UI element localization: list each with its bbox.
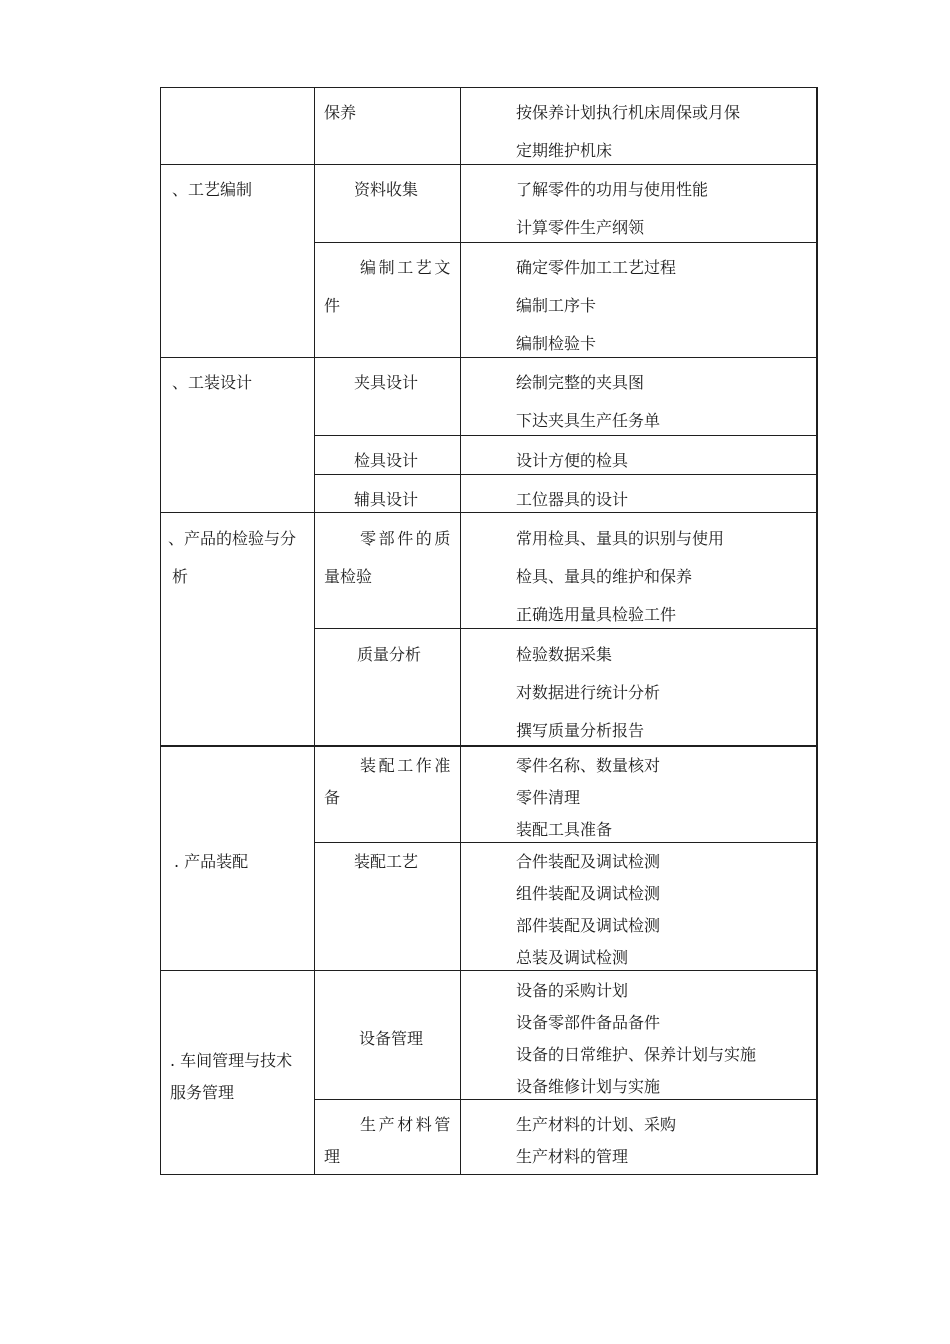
item-detail: 按保养计划执行机床周保或月保 — [516, 103, 741, 122]
item-detail: 常用检具、量具的识别与使用 — [516, 529, 725, 548]
section-title: . 车间管理与技术 — [170, 1051, 293, 1070]
section-title: 服务管理 — [170, 1083, 235, 1102]
item-detail: 生产材料的计划、采购 — [516, 1115, 677, 1134]
item-detail: 检验数据采集 — [516, 645, 613, 664]
item-name: 装配工艺 — [354, 852, 419, 871]
row-divider — [160, 357, 817, 358]
subrow-divider — [314, 628, 817, 629]
section-title: 、工艺编制 — [172, 180, 253, 199]
table-border-bottom — [160, 1174, 817, 1175]
item-detail: 对数据进行统计分析 — [516, 683, 661, 702]
item-name: 夹具设计 — [354, 373, 419, 392]
item-detail: 计算零件生产纲领 — [516, 218, 645, 237]
item-detail: 总装及调试检测 — [516, 948, 629, 967]
row-divider — [160, 970, 817, 971]
item-detail: 部件装配及调试检测 — [516, 916, 661, 935]
item-detail: 零件名称、数量核对 — [516, 756, 661, 775]
table-border-right — [816, 87, 818, 1175]
item-detail: 检具、量具的维护和保养 — [516, 567, 693, 586]
item-name: 装配工作准 — [360, 756, 454, 775]
subrow-divider — [314, 1099, 817, 1100]
item-detail: 合件装配及调试检测 — [516, 852, 661, 871]
item-detail: 组件装配及调试检测 — [516, 884, 661, 903]
section-title: 、工装设计 — [172, 373, 253, 392]
item-detail: 撰写质量分析报告 — [516, 721, 645, 740]
item-name: 保养 — [324, 103, 357, 122]
item-detail: 设备维修计划与实施 — [516, 1077, 661, 1096]
item-name: 备 — [324, 788, 341, 807]
section-title: 、产品的检验与分 — [168, 529, 297, 548]
item-name: 设备管理 — [359, 1029, 424, 1048]
item-detail: 设备的日常维护、保养计划与实施 — [516, 1045, 757, 1064]
row-divider — [160, 164, 817, 165]
item-detail: 正确选用量具检验工件 — [516, 605, 677, 624]
item-detail: 绘制完整的夹具图 — [516, 373, 645, 392]
item-detail: 工位器具的设计 — [516, 490, 629, 509]
item-detail: 确定零件加工工艺过程 — [516, 258, 677, 277]
item-detail: 设计方便的检具 — [516, 451, 629, 470]
table-column-divider-2 — [460, 87, 461, 1175]
subrow-divider — [314, 435, 817, 436]
table-border-left — [160, 87, 161, 1175]
table-column-divider-1 — [314, 87, 315, 1175]
item-detail: 装配工具准备 — [516, 820, 613, 839]
item-detail: 生产材料的管理 — [516, 1147, 629, 1166]
item-detail: 设备的采购计划 — [516, 981, 629, 1000]
item-name: 质量分析 — [357, 645, 422, 664]
item-detail: 编制工序卡 — [516, 296, 597, 315]
row-divider — [160, 512, 817, 513]
item-name: 件 — [324, 296, 341, 315]
item-detail: 零件清理 — [516, 788, 581, 807]
row-divider — [160, 745, 817, 747]
subrow-divider — [314, 474, 817, 475]
item-detail: 下达夹具生产任务单 — [516, 411, 661, 430]
item-name: 零部件的质 — [360, 529, 454, 548]
subrow-divider — [314, 842, 817, 843]
item-name: 资料收集 — [354, 180, 419, 199]
section-title: 析 — [172, 567, 189, 586]
work-content-table — [160, 87, 817, 1175]
subrow-divider — [314, 242, 817, 243]
item-name: 理 — [324, 1147, 341, 1166]
item-detail: 定期维护机床 — [516, 141, 613, 160]
item-detail: 设备零部件备品备件 — [516, 1013, 661, 1032]
item-name: 编制工艺文 — [360, 258, 454, 277]
item-detail: 了解零件的功用与使用性能 — [516, 180, 709, 199]
table-border-top — [160, 87, 817, 88]
section-title: . 产品装配 — [174, 852, 249, 871]
item-name: 辅具设计 — [354, 490, 419, 509]
item-name: 生产材料管 — [360, 1115, 454, 1134]
item-name: 量检验 — [324, 567, 373, 586]
item-detail: 编制检验卡 — [516, 334, 597, 353]
item-name: 检具设计 — [354, 451, 419, 470]
